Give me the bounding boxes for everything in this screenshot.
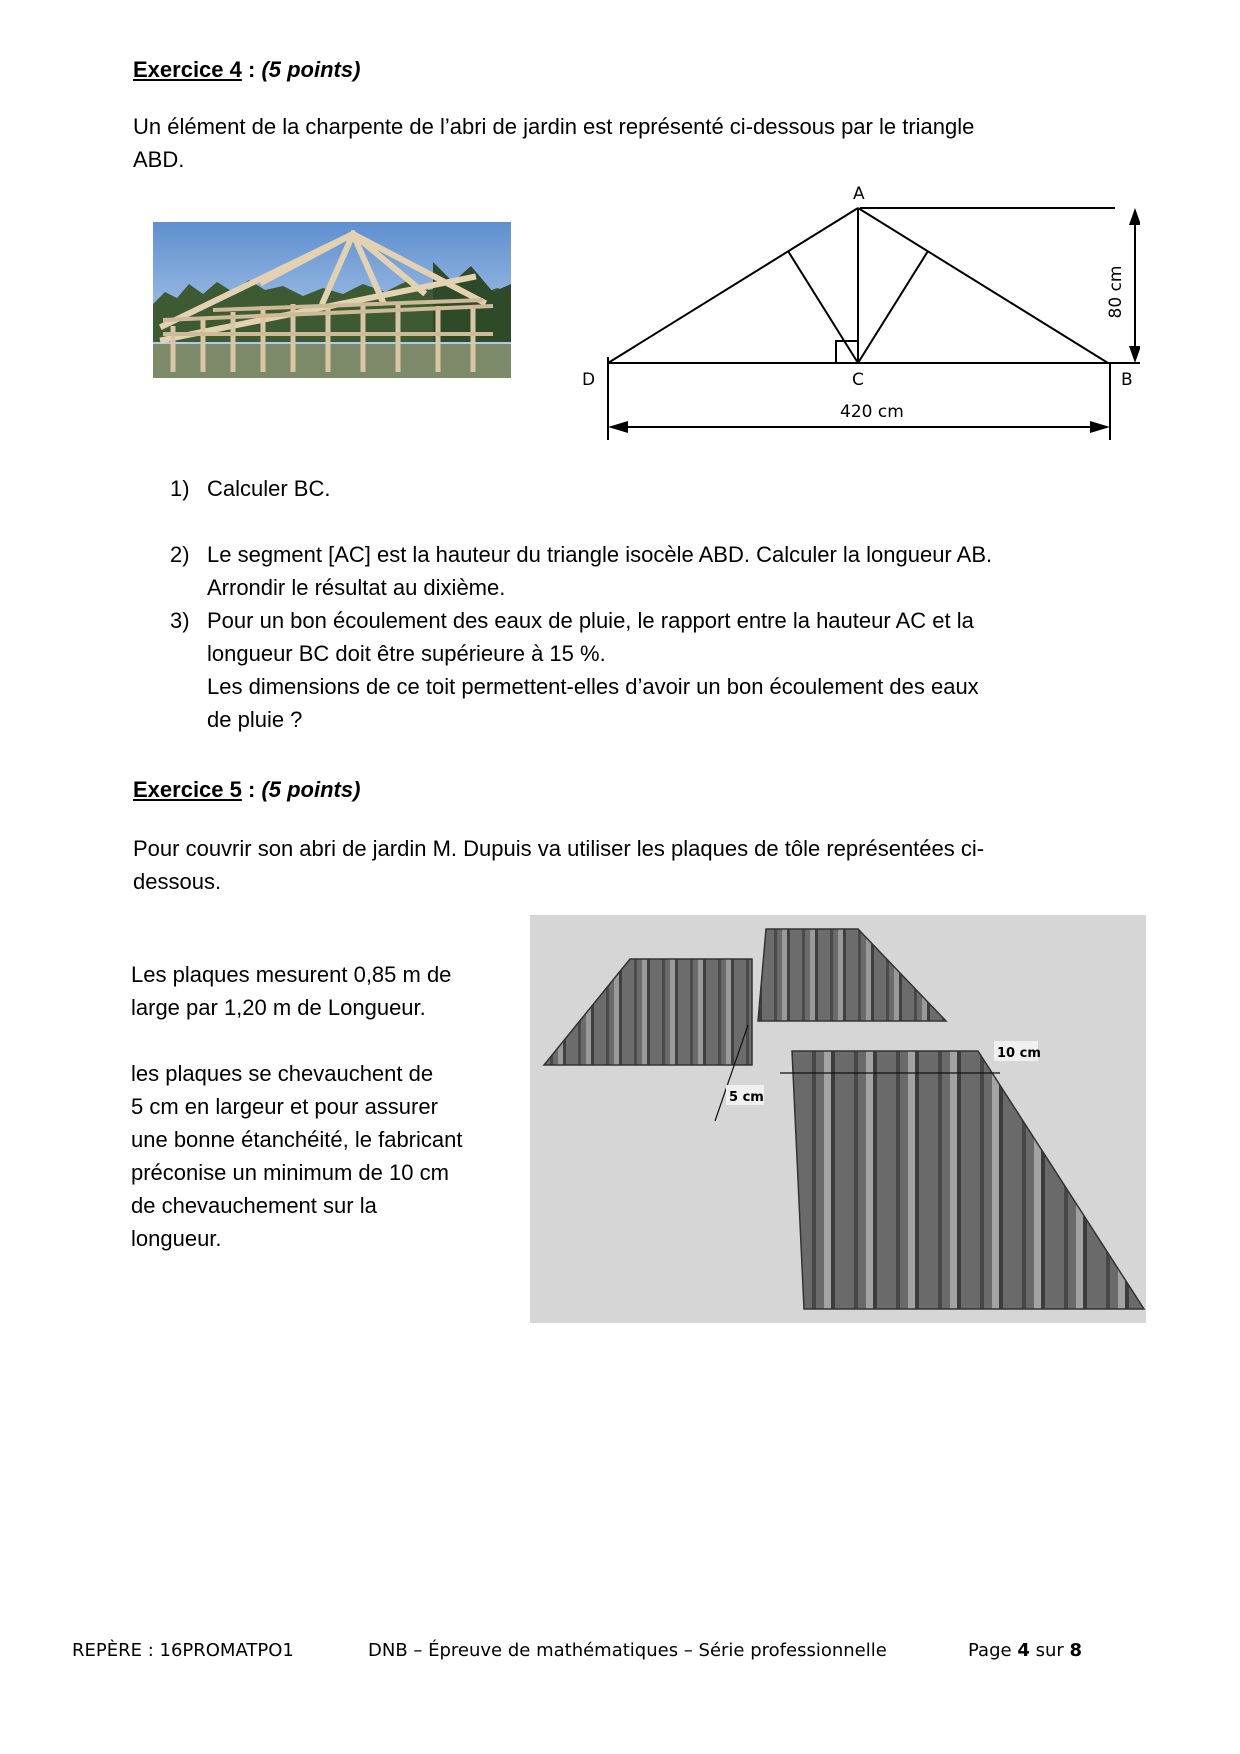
exercise-4-title: Exercice 4: [133, 57, 242, 82]
vertex-c-label: C: [852, 370, 864, 390]
exercise-4-points: (5 points): [261, 57, 361, 82]
strut-left: [788, 251, 858, 363]
exercise-5-title: Exercice 5: [133, 777, 242, 802]
vertex-d-label: D: [582, 370, 596, 390]
exercise-4-intro: Un élément de la charpente de l’abri de jardin est représenté ci-dessous par le triangle ABD.: [133, 114, 975, 172]
metal-sheets-illustration: [530, 915, 1146, 1323]
vertex-b-label: B: [1121, 370, 1133, 390]
strut-right: [858, 251, 928, 363]
overlap-10cm-label: 10 cm: [997, 1046, 1041, 1061]
exercise-5-intro: Pour couvrir son abri de jardin M. Dupuis va utiliser les plaques de tôle représentées ci- dessous.: [133, 836, 985, 894]
side-ad: [608, 208, 858, 363]
overlap-text: les plaques se chevauchent de 5 cm en largeur et pour assurer une bonne étanchéité, le fabricant préconise un minimum de 10 cm de chevauchement sur la longueur.: [131, 1061, 463, 1251]
height-dimension-label: 80 cm: [1106, 265, 1126, 319]
triangle-diagram: [570, 175, 1140, 460]
exercise-5-heading: Exercice 5 : (5 points): [133, 777, 361, 802]
side-ab: [858, 208, 1108, 363]
exercise-4-heading: Exercice 4 : (5 points): [133, 57, 361, 82]
exercise-5-points: (5 points): [261, 777, 361, 802]
overlap-5cm-label: 5 cm: [729, 1090, 764, 1105]
footer-exam-title: DNB – Épreuve de mathématiques – Série professionnelle: [368, 1640, 887, 1661]
vertex-a-label: A: [853, 184, 865, 204]
plate-dimensions-text: Les plaques mesurent 0,85 m de large par 1,20 m de Longueur.: [131, 962, 452, 1020]
base-dimension-label: 420 cm: [840, 402, 904, 422]
footer-page-number: Page 4 sur 8: [968, 1640, 1083, 1661]
roof-frame-photo: [153, 222, 511, 378]
footer-reference: REPÈRE : 16PROMATPO1: [72, 1640, 294, 1661]
